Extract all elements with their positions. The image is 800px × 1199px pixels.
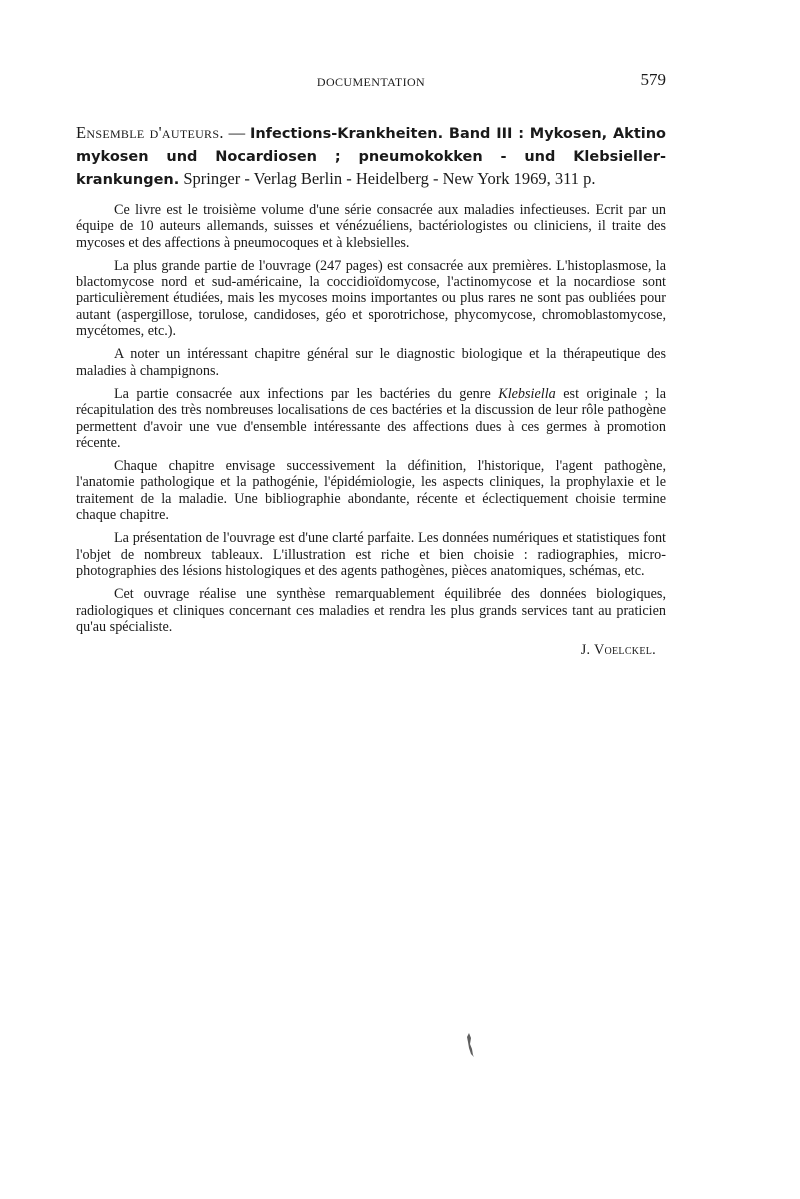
book-title: Infections-Krankheiten. Band III : Mykosen, Aktino mykosen und Nocardiosen ; pneumokokken - und Klebsieller-krankungen. bbox=[76, 126, 666, 188]
reviewer-signature: J. Voelckel. bbox=[580, 642, 656, 659]
review-entry bbox=[76, 122, 666, 659]
paragraph-4 bbox=[76, 386, 666, 451]
entry-authors: Ensemble d'auteurs. bbox=[76, 123, 224, 142]
paragraph-7: Cet ouvrage réalise une synthèse remarquablement équilibrée des données biologiques, radiologiques et cliniques concernant ces maladies et rendra les plus grands services tant au praticien qu'au spécialiste. bbox=[76, 586, 666, 635]
ink-speck-mark bbox=[466, 1032, 476, 1058]
paragraph-5: Chaque chapitre envisage successivement la définition, l'historique, l'agent pathogène, l'anatomie pathologique et la pathogénie, l'épidémiologie, les aspects cliniques, la prophylaxie et le traitement de la maladie. Une bibliographie abondante, récente et éclectiquement choisie termine chaque chapitre. bbox=[76, 458, 666, 524]
paragraph-6: La présentation de l'ouvrage est d'une clarté parfaite. Les données numériques et statistiques font l'objet de nombreux tableaux. L'illustration est riche et bien choisie : radiographies, micro-photographies des lésions histologiques et des agents pathogènes, pièces anatomiques, schémas, etc. bbox=[76, 530, 666, 579]
paragraph-4-start: La partie consacrée aux infections par les bactéries du genre bbox=[114, 385, 499, 402]
paragraph-2: La plus grande partie de l'ouvrage (247 pages) est consacrée aux premières. L'histoplasmose, la blactomycose nord et sud-américaine, la coccidioïdomycose, l'actinomycose et la nocardiose sont particulièrement étudiées, mais les mycoses moins importantes ou plus rares ne sont pas oubliées pour autant (aspergillose, torulose, candidoses, géo et sporotrichose, phycomycose, chromoblastomycose, mycétomes, etc.). bbox=[76, 257, 666, 340]
page-number: 579 bbox=[640, 70, 666, 89]
paragraph-4-end: est originale ; la récapitulation des très nombreuses localisations de ces bactéries et la discussion de leur rôle pathogène permettent d'avoir une vue d'ensemble intéressante des affections dues à ces germes à promotion récente. bbox=[76, 385, 666, 451]
running-title: DOCUMENTATION bbox=[316, 75, 426, 89]
running-header bbox=[76, 70, 666, 94]
publisher-info: Springer - Verlag Berlin - Heidelberg - New York 1969, 311 p. bbox=[179, 169, 596, 188]
review-body bbox=[76, 202, 666, 635]
bibliographic-heading bbox=[76, 122, 666, 191]
entry-dash: — bbox=[223, 123, 250, 142]
paragraph-1: Ce livre est le troisième volume d'une série consacrée aux maladies infectieuses. Ecrit par un équipe de 10 auteurs allemands, suisses et vénézuéliens, bactériologistes ou cliniciens, il traite des mycoses et des affections à pneumocoques et à klebsielles. bbox=[76, 202, 666, 251]
genus-name: Klebsiella bbox=[498, 385, 556, 402]
paragraph-3: A noter un intéressant chapitre général sur le diagnostic biologique et la thérapeutique des maladies à champignons. bbox=[76, 346, 666, 379]
